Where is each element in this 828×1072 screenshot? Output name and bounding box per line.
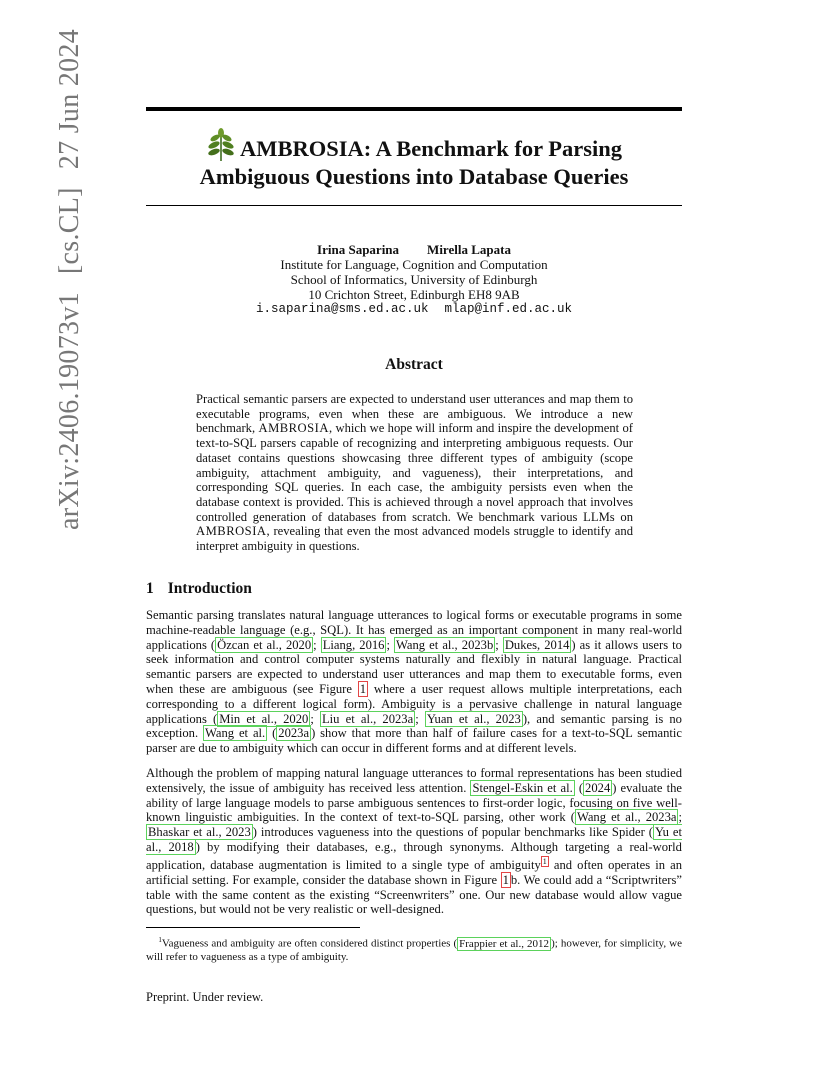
citation-link[interactable]: Liang, 2016 <box>322 637 385 652</box>
separator: ; <box>495 637 503 652</box>
abstract-text: Practical semantic parsers are expected to understand user utterances and map them to executable programs, even when these are ambiguous. We introduce a new benchmark, <box>196 392 633 436</box>
footnote-divider <box>146 927 360 928</box>
paragraph-text: ) by modifying their databases, e.g., through synonyms. Although targeting a real-world application, database augmentation is limited to a single type of ambiguity <box>146 839 682 872</box>
figure-link[interactable]: 1 <box>359 681 367 696</box>
section-heading <box>146 580 252 598</box>
citation-link[interactable]: Wang et al., 2023a <box>576 810 677 825</box>
paper-title <box>146 128 682 191</box>
section-number: 1 <box>146 580 154 597</box>
arxiv-id[interactable]: arXiv:2406.19073v1 <box>54 292 85 530</box>
arxiv-category: [cs.CL] <box>54 187 85 275</box>
paragraph-text: and often operates in an artificial setting. For example, consider the database shown in Figure <box>146 857 682 887</box>
abstract-text: , which we hope will inform and inspire the development of text-to-SQL parsers capable of recognizing and interpreting ambiguous requests. Our dataset contains questions showcasing three different types of ambiguity (scope ambiguity, attachment ambiguity, and vagueness), their interpretations, and corresponding SQL queries. In each case, the ambiguity persists even when the database context is provided. This is achieved through a novel approach that involves controlled generation of databases from scratch. We benchmark various LLMs on <box>196 421 633 524</box>
paragraph-text: where a user request allows multiple interpretations, each corresponding to a different logical form). Ambiguity is a pervasive challenge in natural language applications ( <box>146 681 683 726</box>
paragraph-text: ) show that more than half of failure cases for a text-to-SQL semantic parser are due to ambiguity which can occur in different forms and at different levels. <box>146 726 682 756</box>
affiliation-line: School of Informatics, University of Edinburgh <box>290 272 538 287</box>
paragraph-text: b. We could add a “Scriptwriters” table with the same content as the existing “Screenwriters” one. Our new database would allow vague questions, but would not be very realistic or well-designed. <box>146 872 682 917</box>
citation-link[interactable]: Yuan et al., 2023 <box>426 711 521 726</box>
paragraph-text: ), and semantic parsing is no exception. <box>146 711 682 741</box>
citation-link[interactable]: Wang et al. <box>205 726 266 741</box>
footnote <box>146 934 682 965</box>
paragraph <box>146 608 682 756</box>
separator: ; <box>415 711 425 726</box>
citation-link[interactable]: 2023a <box>278 726 310 741</box>
separator: ( <box>267 726 277 741</box>
preprint-note: Preprint. Under review. <box>146 990 264 1004</box>
citation-link[interactable]: Min et al., 2020 <box>219 711 309 726</box>
citation-link[interactable]: 2024 <box>585 780 611 795</box>
author-email: i.saparina@sms.ed.ac.uk <box>255 302 429 316</box>
author-name: Mirella Lapata <box>427 242 511 257</box>
separator: ; <box>678 810 682 825</box>
benchmark-name: AMBROSIA <box>258 421 329 436</box>
benchmark-name: AMBROSIA <box>196 524 267 539</box>
figure-link[interactable]: 1 <box>502 872 509 887</box>
title-line-1: AMBROSIA: A Benchmark for Parsing <box>239 136 623 161</box>
citation-link[interactable]: Bhaskar et al., 2023 <box>148 825 251 840</box>
author-name: Irina Saparina <box>317 242 400 257</box>
paragraph-text: Although the problem of mapping natural language utterances to formal representations has been studied extensively, the issue of ambiguity has received less attention. <box>146 766 682 795</box>
affiliation-line: Institute for Language, Cognition and Computation <box>280 257 548 272</box>
arxiv-watermark <box>54 11 86 530</box>
paragraph-text: ) introduces vagueness into the questions of popular benchmarks like Spider ( <box>252 825 653 840</box>
title-rule-bottom <box>146 205 682 206</box>
paragraph-text: Semantic parsing translates natural language utterances to logical forms or executable programs in some machine-readable language (e.g., SQL). It has emerged as an important component in many real-world applications ( <box>146 608 682 652</box>
author-email: mlap@inf.ed.ac.uk <box>444 302 573 316</box>
citation-link[interactable]: Frappier et al., 2012 <box>459 937 550 950</box>
citation-link[interactable]: Stengel-Eskin et al. <box>472 780 573 795</box>
footnote-text: Vagueness and ambiguity are often considered distinct properties ( <box>161 937 458 950</box>
abstract-text: , revealing that even the most advanced models struggle to identify and interpret ambiguity in questions. <box>196 524 633 554</box>
footnote-text: ); however, for simplicity, we will refer to vagueness as a type of ambiguity. <box>146 937 682 964</box>
separator: ( <box>574 780 584 795</box>
citation-link[interactable]: Dukes, 2014 <box>504 637 570 652</box>
paragraph-text: ) evaluate the ability of large language models to parse ambiguous sentences to first-order logic, focusing on five well-known linguistic ambiguities. In the context of text-to-SQL parsing, other work ( <box>146 780 683 825</box>
footnote-number: 1 <box>158 936 162 944</box>
citation-link[interactable]: Liu et al., 2023a <box>321 711 414 726</box>
separator: ; <box>313 637 321 652</box>
abstract-heading: Abstract <box>385 356 443 373</box>
paragraph <box>146 766 682 917</box>
plant-logo-icon <box>206 128 236 162</box>
footnote-marker[interactable]: 1 <box>542 856 547 866</box>
paragraph-text: ) as it allows users to seek information and control computer systems naturally and flexibly in natural language. Practical semantic parsers are expected to understand user utterances and map them to executable forms, even when these are ambiguous (see Figure <box>146 637 682 696</box>
arxiv-date: 27 Jun 2024 <box>54 29 85 170</box>
abstract-body <box>196 392 633 554</box>
title-line-2: Ambiguous Questions into Database Queries <box>199 164 629 189</box>
citation-link[interactable]: Wang et al., 2023b <box>396 637 494 652</box>
citation-link[interactable]: Özcan et al., 2020 <box>217 637 312 652</box>
separator: ; <box>310 711 320 726</box>
author-block <box>146 242 682 317</box>
title-rule-top <box>146 107 682 111</box>
citation-link[interactable]: Yu et al., 2018 <box>146 825 683 854</box>
separator: ; <box>386 637 395 652</box>
affiliation-line: 10 Crichton Street, Edinburgh EH8 9AB <box>308 287 520 302</box>
section-title: Introduction <box>167 580 252 597</box>
